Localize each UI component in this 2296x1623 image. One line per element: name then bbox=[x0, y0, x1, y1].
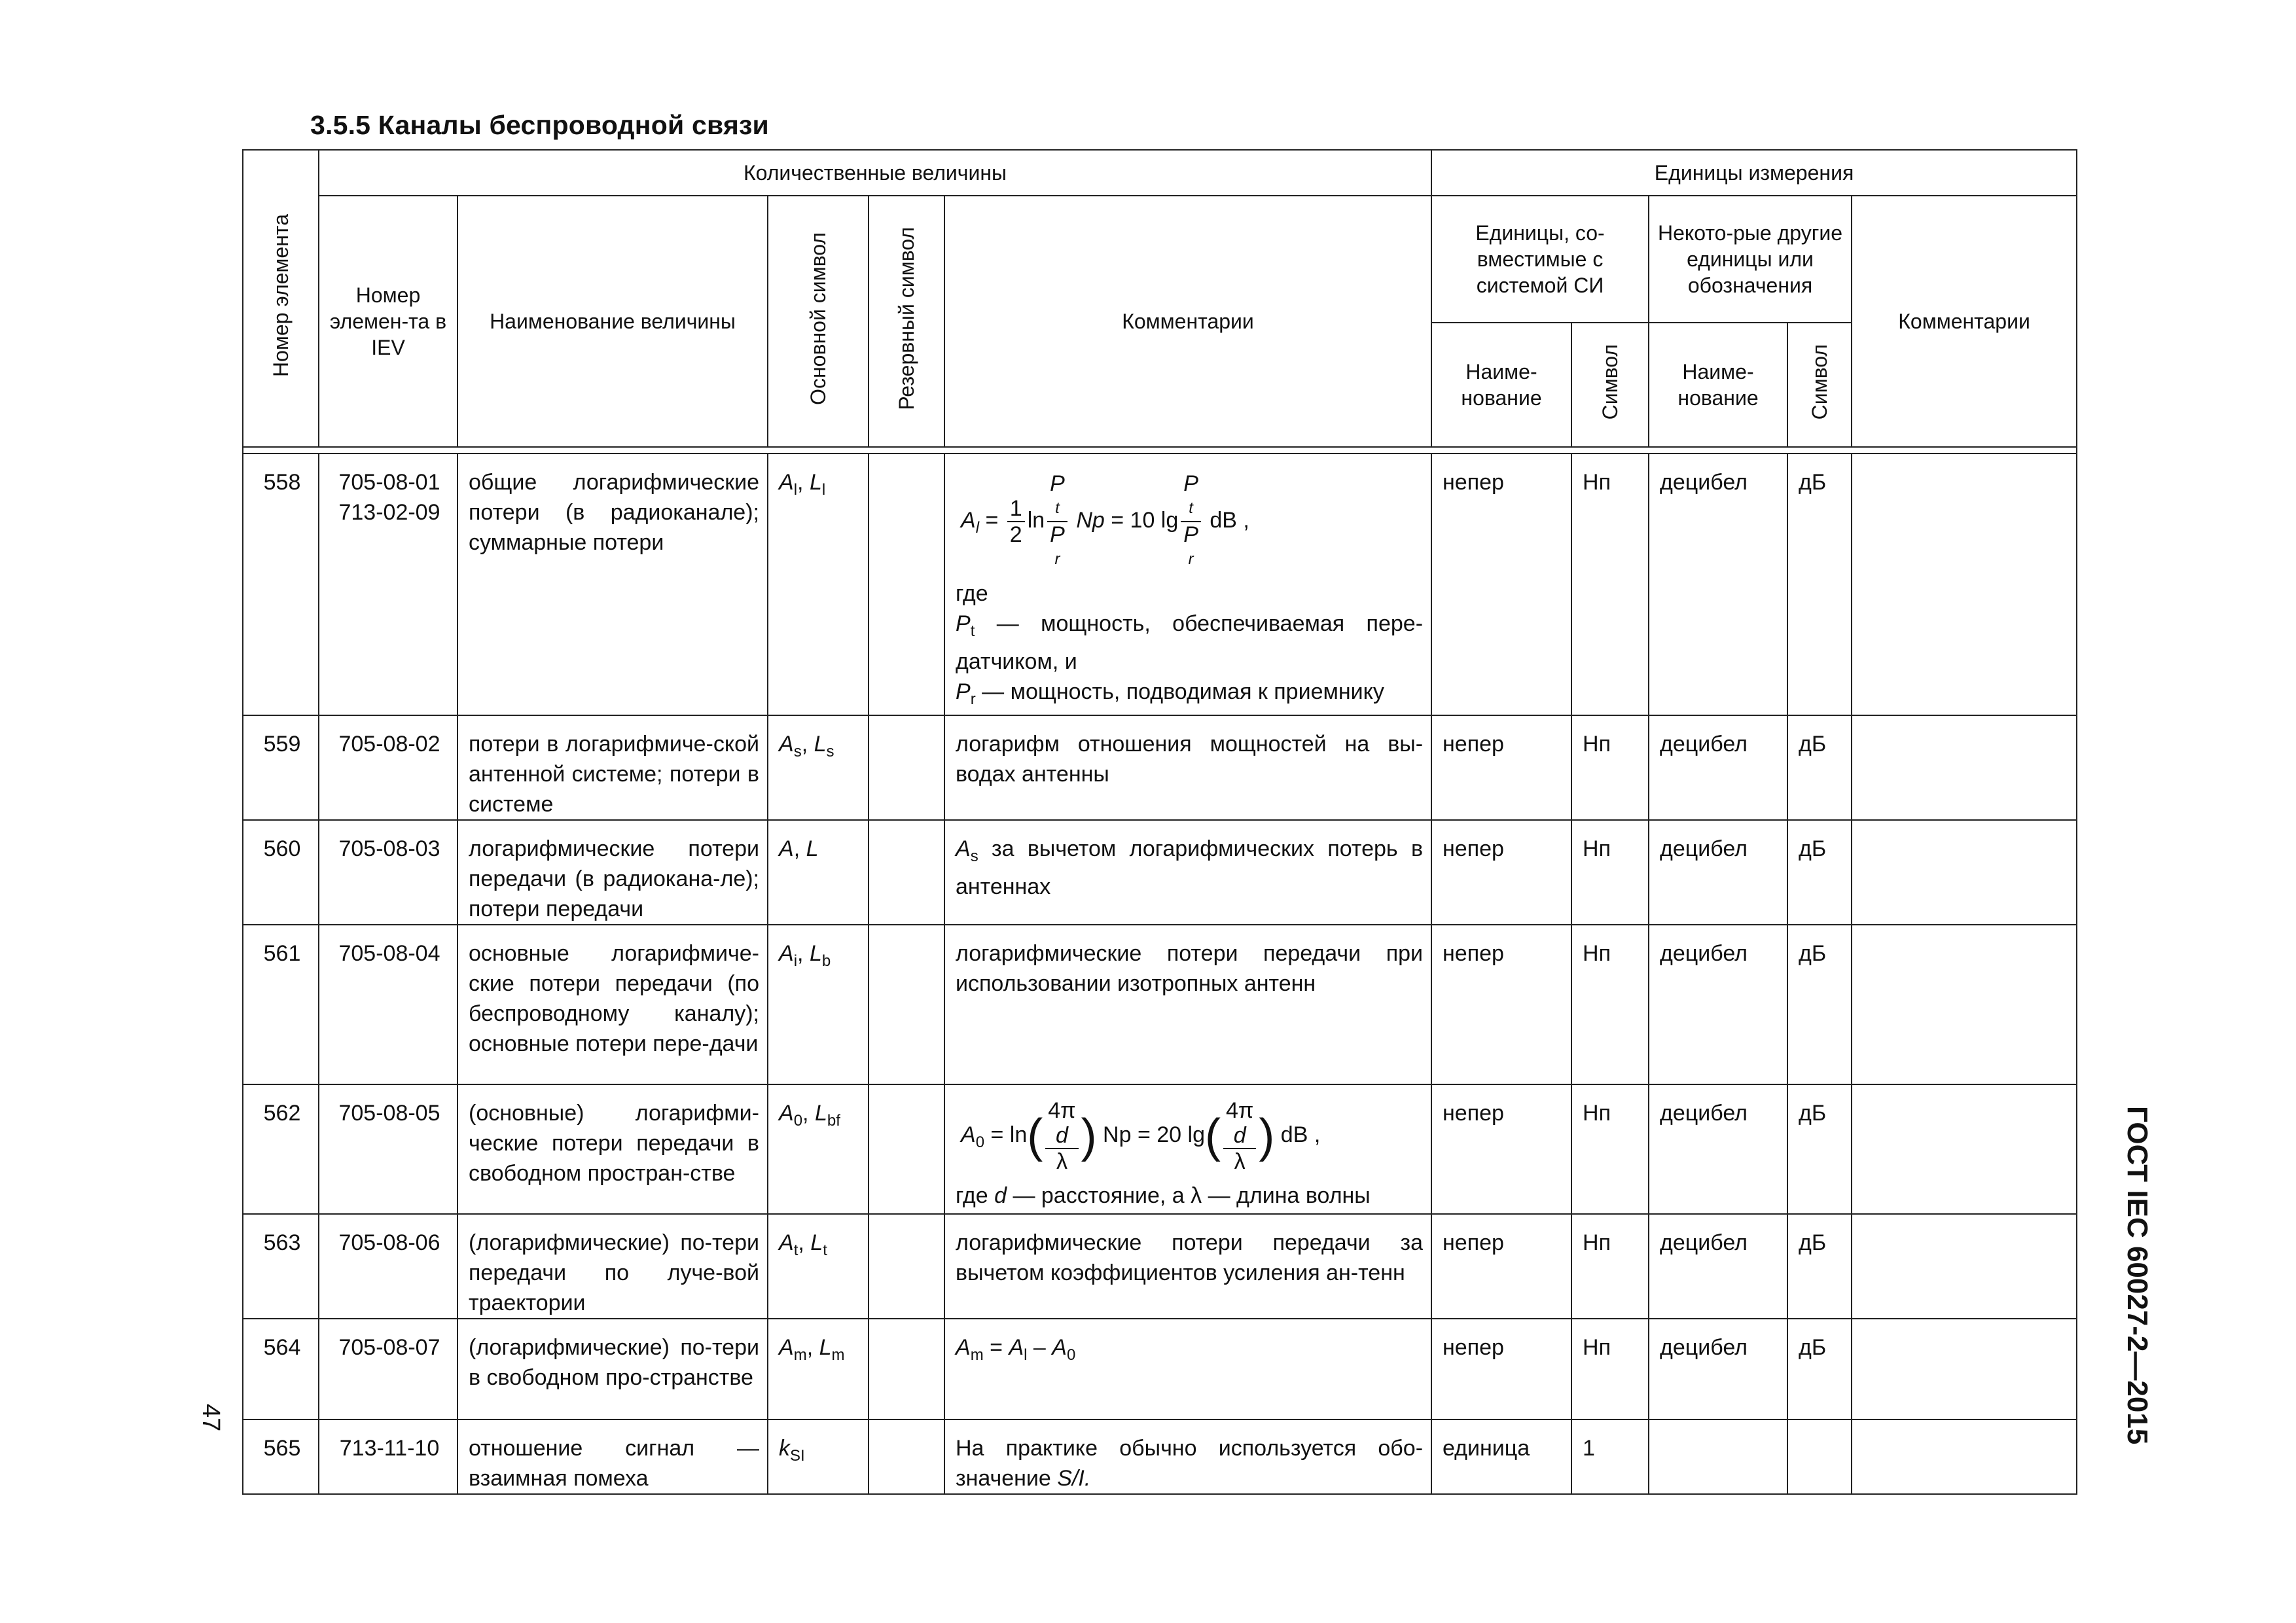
table-row bbox=[243, 1214, 2077, 1319]
header-si-units: Единицы, со-вместимые с системой СИ bbox=[1431, 196, 1649, 323]
standard-designation: ГОСТ IEC 60027-2—2015 bbox=[2121, 1106, 2153, 1445]
quantity-name: потери в логарифмиче-ской антенной системе; потери в системе bbox=[457, 715, 768, 820]
where-label: где bbox=[956, 581, 988, 606]
comment: $A_m = A_l - A_0$ bbox=[944, 1319, 1431, 1419]
unit-comment bbox=[1852, 925, 2077, 1084]
other-unit-symbol: дБ bbox=[1787, 925, 1852, 1084]
other-unit-name: децибел bbox=[1649, 1319, 1787, 1419]
table-row bbox=[243, 820, 2077, 925]
main-symbol: $k_{SI}$ bbox=[768, 1419, 869, 1494]
d-description: — расстояние, а λ — длина волны bbox=[1013, 1183, 1371, 1208]
other-unit-name: децибел bbox=[1649, 454, 1787, 715]
other-unit-symbol bbox=[1787, 1419, 1852, 1494]
quantity-name: общие логарифмические потери (в радиоканале); суммарные потери bbox=[457, 454, 768, 715]
quantity-name: (логарифмические) по-тери в свободном про-странстве bbox=[457, 1319, 768, 1419]
other-unit-name: децибел bbox=[1649, 1084, 1787, 1214]
unit-comment bbox=[1852, 1214, 2077, 1319]
si-unit-name: непер bbox=[1431, 1319, 1571, 1419]
other-unit-name: децибел bbox=[1649, 820, 1787, 925]
quantity-name: (основные) логарифми-ческие потери передачи в свободном простран-стве bbox=[457, 1084, 768, 1214]
reserve-symbol bbox=[869, 1319, 944, 1419]
header-reserve-symbol: Резервный символ bbox=[869, 196, 944, 447]
si-unit-name: непер bbox=[1431, 925, 1571, 1084]
pr-description: — мощность, подводимая к приемнику bbox=[982, 679, 1384, 704]
si-unit-symbol: Нп bbox=[1571, 1319, 1649, 1419]
si-unit-name: непер bbox=[1431, 820, 1571, 925]
quantity-name: основные логарифмиче-ские потери передачи (по беспроводному каналу); основные потери пере-дачи bbox=[457, 925, 768, 1084]
other-unit-symbol: дБ bbox=[1787, 820, 1852, 925]
iev-number: 713-11-10 bbox=[319, 1419, 457, 1494]
si-unit-symbol: Нп bbox=[1571, 925, 1649, 1084]
header-other-symbol: Символ bbox=[1787, 323, 1852, 447]
row-number: 558 bbox=[243, 454, 319, 715]
main-symbol: $A_l$, $L_l$ bbox=[768, 454, 869, 715]
table-row bbox=[243, 454, 2077, 715]
other-unit-symbol: дБ bbox=[1787, 1319, 1852, 1419]
table-row bbox=[243, 1084, 2077, 1214]
comment: На практике обычно используется обо-значение S/I. bbox=[944, 1419, 1431, 1494]
iev-number: 705-08-04 bbox=[319, 925, 457, 1084]
row-number: 560 bbox=[243, 820, 319, 925]
reserve-symbol bbox=[869, 820, 944, 925]
comment: $A_0 = \ln$( 4π d λ ) Np = 20 lg( 4π d λ ) dB , где d — расстояние, а λ — длина волны bbox=[944, 1084, 1431, 1214]
reserve-symbol bbox=[869, 715, 944, 820]
table-row bbox=[243, 925, 2077, 1084]
comment: логарифмические потери передачи при использовании изотропных антенн bbox=[944, 925, 1431, 1084]
other-unit-name: децибел bbox=[1649, 715, 1787, 820]
where-label: где bbox=[956, 1183, 988, 1208]
other-unit-symbol: дБ bbox=[1787, 715, 1852, 820]
section-title: 3.5.5 Каналы беспроводной связи bbox=[310, 110, 769, 140]
header-quantity-name: Наименование величины bbox=[457, 196, 768, 447]
unit-comment bbox=[1852, 820, 2077, 925]
pt-description: — мощность, обеспечиваемая пере-датчиком, и bbox=[956, 611, 1424, 674]
quantity-name: (логарифмические) по-тери передачи по луче-вой траектории bbox=[457, 1214, 768, 1319]
other-unit-symbol: дБ bbox=[1787, 1084, 1852, 1214]
main-symbol: $A_0$, $L_{bf}$ bbox=[768, 1084, 869, 1214]
header-main-symbol: Основной символ bbox=[768, 196, 869, 447]
comment: $A_s$ за вычетом логарифмических потерь в антеннах bbox=[944, 820, 1431, 925]
header-quantities: Количественные величины bbox=[319, 150, 1431, 196]
iev-number: 705-08-03 bbox=[319, 820, 457, 925]
other-unit-symbol: дБ bbox=[1787, 1214, 1852, 1319]
si-unit-name: единица bbox=[1431, 1419, 1571, 1494]
iev-number: 705-08-05 bbox=[319, 1084, 457, 1214]
quantities-table bbox=[242, 149, 2077, 1495]
iev-number: 705-08-01 713-02-09 bbox=[319, 454, 457, 715]
reserve-symbol bbox=[869, 454, 944, 715]
main-symbol: $A_s$, $L_s$ bbox=[768, 715, 869, 820]
si-unit-name: непер bbox=[1431, 1214, 1571, 1319]
formula-total-loss: $A_l$ = $\frac{1}{2}$ ln P t P r Np = 10 lg P t P r dB , bbox=[961, 471, 1249, 568]
quantity-name: отношение сигнал — взаимная помеха bbox=[457, 1419, 768, 1494]
si-unit-symbol: Нп bbox=[1571, 715, 1649, 820]
comment: логарифмические потери передачи за вычетом коэффициентов усиления ан-тенн bbox=[944, 1214, 1431, 1319]
row-number: 559 bbox=[243, 715, 319, 820]
table-row bbox=[243, 1319, 2077, 1419]
other-unit-symbol: дБ bbox=[1787, 454, 1852, 715]
si-unit-symbol: Нп bbox=[1571, 454, 1649, 715]
iev-number: 705-08-06 bbox=[319, 1214, 457, 1319]
unit-comment bbox=[1852, 1084, 2077, 1214]
header-other-name: Наиме-нование bbox=[1649, 323, 1787, 447]
reserve-symbol bbox=[869, 1214, 944, 1319]
page-number: 47 bbox=[197, 1404, 224, 1432]
unit-comment bbox=[1852, 715, 2077, 820]
row-number: 563 bbox=[243, 1214, 319, 1319]
reserve-symbol bbox=[869, 1419, 944, 1494]
si-unit-name: непер bbox=[1431, 454, 1571, 715]
main-symbol: A, L bbox=[768, 820, 869, 925]
unit-comment bbox=[1852, 454, 2077, 715]
header-units-comments: Комментарии bbox=[1852, 196, 2077, 447]
row-number: 562 bbox=[243, 1084, 319, 1214]
header-iev-number: Номер элемен-та в IEV bbox=[319, 196, 457, 447]
formula-free-space-loss: $A_0 = \ln$( 4π d λ ) Np = 20 lg( 4π d λ ) dB , bbox=[961, 1098, 1321, 1174]
reserve-symbol bbox=[869, 1084, 944, 1214]
main-symbol: $A_t$, $L_t$ bbox=[768, 1214, 869, 1319]
header-units: Единицы измерения bbox=[1431, 150, 2077, 196]
iev-number: 705-08-02 bbox=[319, 715, 457, 820]
row-number: 565 bbox=[243, 1419, 319, 1494]
other-unit-name: децибел bbox=[1649, 925, 1787, 1084]
si-unit-symbol: Нп bbox=[1571, 1084, 1649, 1214]
si-unit-name: непер bbox=[1431, 1084, 1571, 1214]
comment: логарифм отношения мощностей на вы-водах антенны bbox=[944, 715, 1431, 820]
header-si-name: Наиме-нование bbox=[1431, 323, 1571, 447]
other-unit-name: децибел bbox=[1649, 1214, 1787, 1319]
header-comments: Комментарии bbox=[944, 196, 1431, 447]
unit-comment bbox=[1852, 1319, 2077, 1419]
header-other-units: Некото-рые другие единицы или обозначения bbox=[1649, 196, 1852, 323]
si-unit-symbol: Нп bbox=[1571, 820, 1649, 925]
si-unit-symbol: Нп bbox=[1571, 1214, 1649, 1319]
other-unit-name bbox=[1649, 1419, 1787, 1494]
quantity-name: логарифмические потери передачи (в радиокана-ле); потери передачи bbox=[457, 820, 768, 925]
unit-comment bbox=[1852, 1419, 2077, 1494]
comment: $A_l$ = $\frac{1}{2}$ ln P t P r Np = 10 lg P t P r dB , где $P_t$ — мощность, обеспечиваемая пере-датчиком, и $P_r$ — мощность, подводимая к приемнику bbox=[944, 454, 1431, 715]
header-si-symbol: Символ bbox=[1571, 323, 1649, 447]
reserve-symbol bbox=[869, 925, 944, 1084]
si-unit-symbol: 1 bbox=[1571, 1419, 1649, 1494]
table-row bbox=[243, 1419, 2077, 1494]
si-unit-name: непер bbox=[1431, 715, 1571, 820]
iev-number: 705-08-07 bbox=[319, 1319, 457, 1419]
main-symbol: $A_m$, $L_m$ bbox=[768, 1319, 869, 1419]
row-number: 564 bbox=[243, 1319, 319, 1419]
header-element-number: Номер элемента bbox=[243, 150, 319, 447]
table-row bbox=[243, 715, 2077, 820]
main-symbol: $A_i$, $L_b$ bbox=[768, 925, 869, 1084]
row-number: 561 bbox=[243, 925, 319, 1084]
